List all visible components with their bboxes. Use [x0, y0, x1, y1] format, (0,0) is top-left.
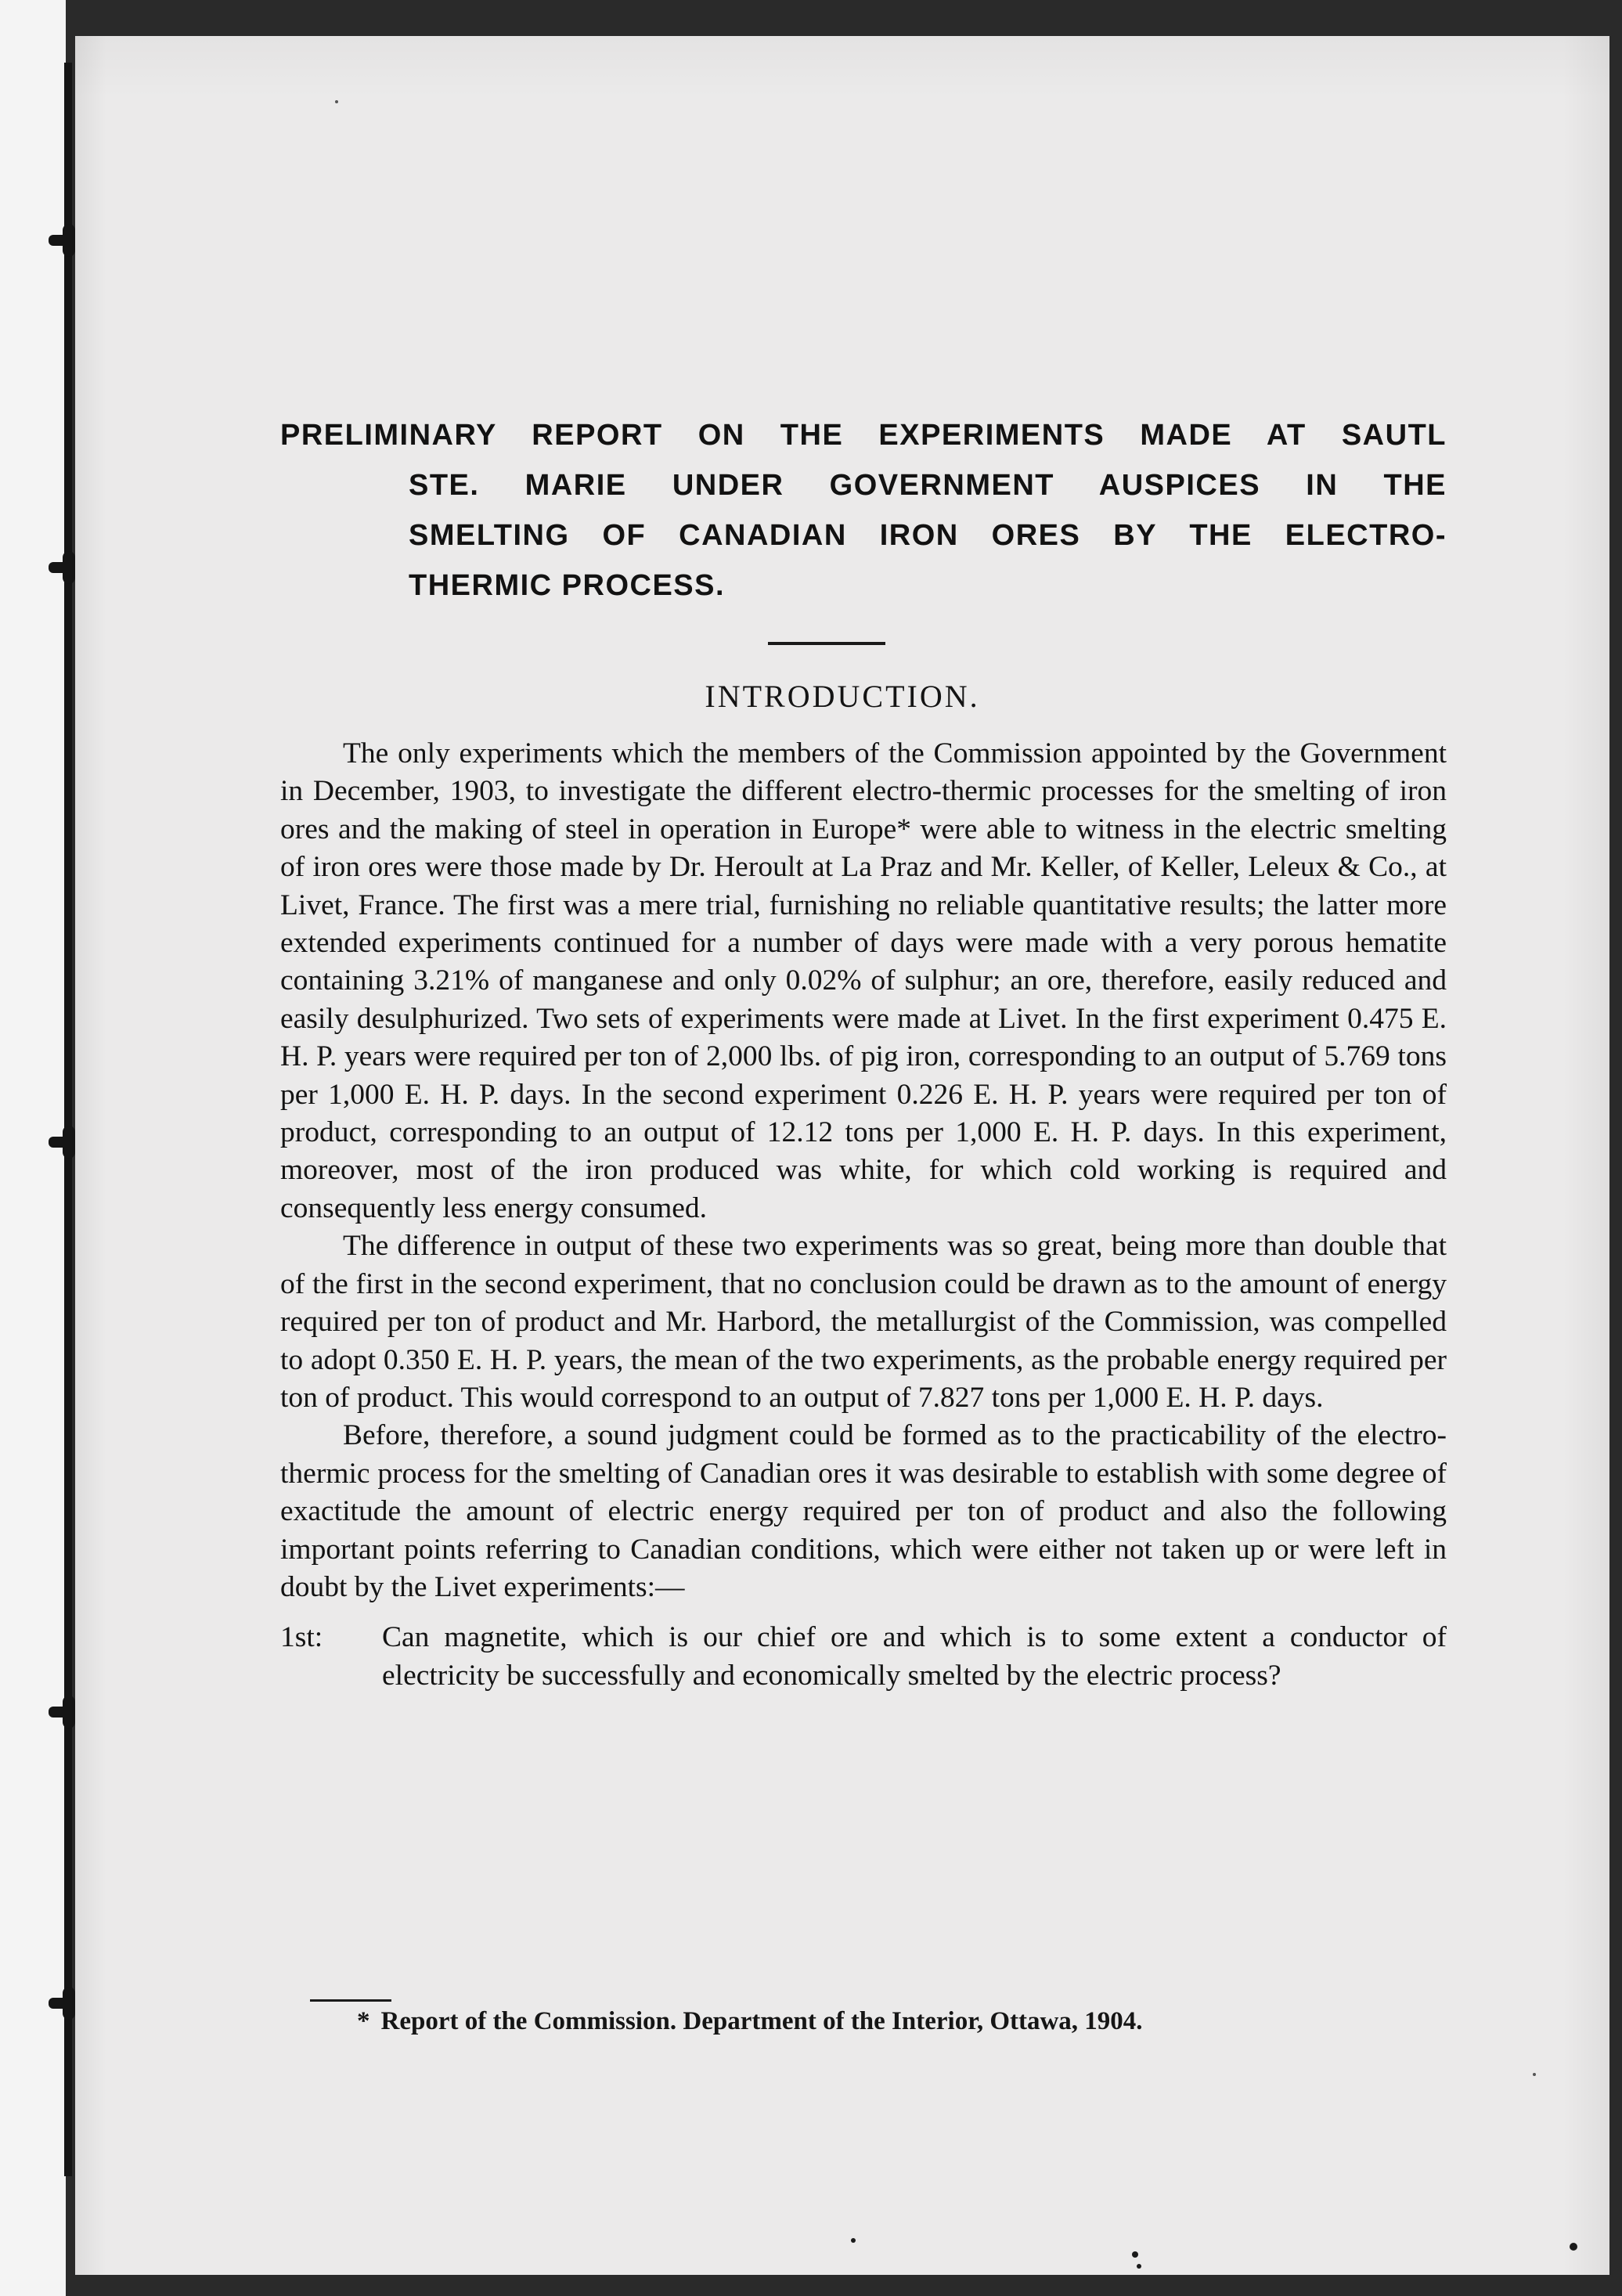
- footnote-text: Report of the Commission. Department of the Interior, Ottawa, 1904.: [380, 2007, 1143, 2035]
- title-line: STE. MARIE UNDER GOVERNMENT AUSPICES IN THE: [409, 469, 1447, 502]
- section-heading: INTRODUCTION.: [705, 679, 980, 714]
- report-title: [280, 410, 1447, 611]
- title-line: THERMIC PROCESS.: [409, 569, 726, 602]
- title-line: SMELTING OF CANADIAN IRON ORES BY THE ELECTRO-: [409, 519, 1447, 552]
- question-text: Can magnetite, which is our chief ore and which is to some extent a conductor of electricity be successfully and economically smelted by the electric process?: [382, 1621, 1447, 1692]
- footnote: [357, 2007, 1375, 2036]
- body-text: [280, 735, 1447, 1695]
- footnote-marker: *: [357, 2007, 370, 2035]
- footnote-divider: [310, 1999, 391, 2002]
- numbered-question: [280, 1619, 1447, 1695]
- facing-page-edge: [0, 0, 66, 2296]
- paragraph: The difference in output of these two experiments was so great, being more than double that of the first in the second experiment, that no conclusion could be drawn as to the amount of energy required per ton of product and Mr. Harbord, the metallurgist of the Commission, was compelled to adopt 0.350 E. H. P. years, the mean of the two experiments, as the probable energy required per ton of product. This would correspond to an output of 7.827 tons per 1,000 E. H. P. days.: [280, 1230, 1447, 1414]
- paragraph: The only experiments which the members of the Commission appointed by the Government in December, 1903, to investigate the different electro-thermic processes for the smelting of iron ores and the making of steel in operation in Europe* were able to witness in the electric smelting of iron ores were those made by Dr. Heroult at La Praz and Mr. Keller, of Keller, Leleux & Co., at Livet, France. The first was a mere trial, furnishing no reliable quantitative results; the latter more extended experiments continued for a number of days were made with a very porous hematite containing 3.21% of manganese and only 0.02% of sulphur; an ore, therefore, easily reduced and easily desulphurized. Two sets of experiments were made at Livet. In the first experiment 0.475 E. H. P. years were required per ton of 2,000 lbs. of pig iron, corresponding to an output of 5.769 tons per 1,000 E. H. P. days. In the second experiment 0.226 E. H. P. years were required per ton of product, corresponding to an output of 12.12 tons per 1,000 E. H. P. days. In this experiment, moreover, most of the iron produced was white, for which cold working is required and consequently less energy consumed.: [280, 737, 1447, 1224]
- question-number: 1st:: [280, 1621, 323, 1654]
- paragraph: Before, therefore, a sound judgment could be formed as to the practicability of the electro-thermic process for the smelting of Canadian ores it was desirable to establish with some degree of exactitude the amount of electric energy required per ton of product and also the following important points referring to Canadian conditions, which were either not taken up or were left in doubt by the Livet experiments:—: [280, 1419, 1447, 1603]
- document-page: [75, 36, 1609, 2275]
- binding-spine: [64, 63, 72, 2176]
- title-divider: [768, 642, 885, 645]
- title-line: PRELIMINARY REPORT ON THE EXPERIMENTS MADE AT SAUTL: [280, 419, 1447, 452]
